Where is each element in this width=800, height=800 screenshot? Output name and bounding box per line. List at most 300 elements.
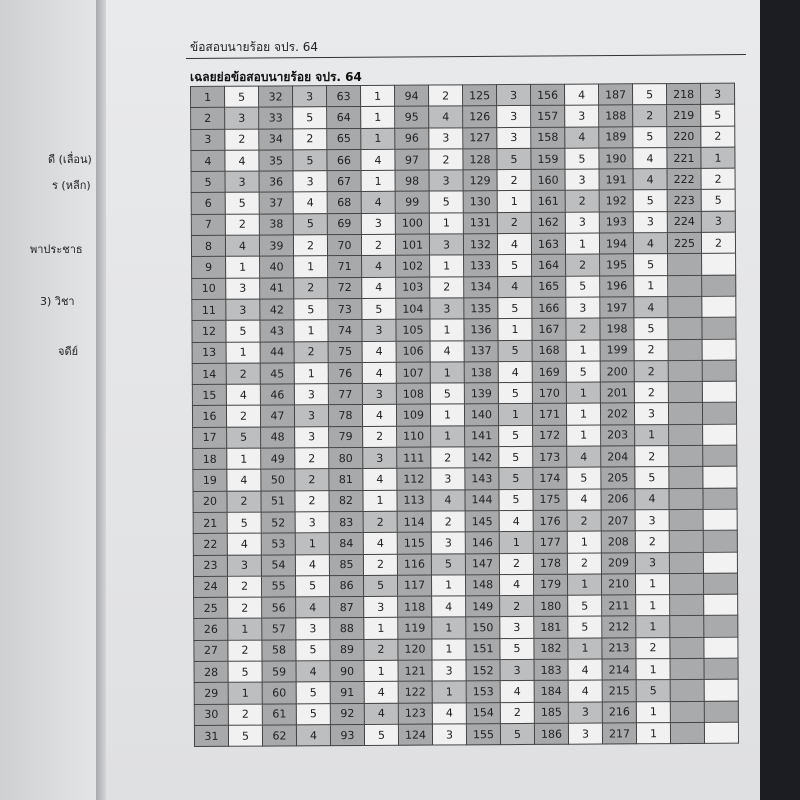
question-number: 202 xyxy=(600,403,634,425)
question-number: 156 xyxy=(530,84,564,106)
answer-choice: 1 xyxy=(294,320,328,342)
empty-cell xyxy=(669,509,703,531)
answer-choice: 1 xyxy=(636,616,670,638)
question-number: 103 xyxy=(396,277,430,299)
answer-choice: 1 xyxy=(430,404,464,426)
question-number: 210 xyxy=(601,574,635,596)
answer-choice: 5 xyxy=(296,639,330,661)
question-number: 131 xyxy=(463,212,497,234)
question-number: 117 xyxy=(397,575,431,597)
empty-cell xyxy=(704,616,738,638)
empty-cell xyxy=(670,680,704,702)
question-number: 201 xyxy=(600,382,634,404)
answer-choice: 2 xyxy=(500,702,534,724)
answer-choice: 1 xyxy=(636,701,670,723)
empty-cell xyxy=(703,530,737,552)
adjacent-page-text: ร (หลีก) xyxy=(52,179,91,192)
answer-choice: 1 xyxy=(634,275,668,297)
answer-choice: 3 xyxy=(566,297,600,319)
question-number: 153 xyxy=(466,681,500,703)
question-number: 78 xyxy=(328,405,362,427)
answer-choice: 1 xyxy=(568,638,602,660)
answer-choice: 1 xyxy=(228,618,262,640)
question-number: 49 xyxy=(261,448,295,470)
question-number: 216 xyxy=(602,701,636,723)
answer-choice: 3 xyxy=(565,212,599,234)
answer-choice: 4 xyxy=(225,150,259,172)
answer-choice: 1 xyxy=(701,147,735,169)
answer-choice: 5 xyxy=(499,489,533,511)
empty-cell xyxy=(668,360,702,382)
question-number: 26 xyxy=(194,619,228,641)
answer-choice: 3 xyxy=(635,552,669,574)
answer-choice: 5 xyxy=(701,190,735,212)
answer-choice: 2 xyxy=(295,490,329,512)
answer-choice: 1 xyxy=(361,128,395,150)
question-number: 15 xyxy=(192,384,226,406)
answer-choice: 5 xyxy=(429,191,463,213)
question-number: 164 xyxy=(532,255,566,277)
question-number: 171 xyxy=(532,404,566,426)
question-number: 151 xyxy=(466,638,500,660)
question-number: 89 xyxy=(330,639,364,661)
question-number: 170 xyxy=(532,382,566,404)
answer-choice: 5 xyxy=(701,104,735,126)
question-number: 61 xyxy=(262,703,296,725)
answer-choice: 4 xyxy=(362,362,396,384)
answer-choice: 3 xyxy=(429,170,463,192)
answer-choice: 2 xyxy=(428,85,462,107)
question-number: 185 xyxy=(534,702,568,724)
question-number: 114 xyxy=(397,511,431,533)
answer-choice: 1 xyxy=(431,575,465,597)
question-number: 173 xyxy=(533,446,567,468)
empty-cell xyxy=(670,722,704,744)
answer-choice: 5 xyxy=(498,255,532,277)
answer-choice: 3 xyxy=(361,213,395,235)
empty-cell xyxy=(669,531,703,553)
answer-choice: 3 xyxy=(294,384,328,406)
answer-choice: 5 xyxy=(633,126,667,148)
answer-choice: 4 xyxy=(429,106,463,128)
empty-cell xyxy=(703,467,737,489)
question-number: 225 xyxy=(667,232,701,254)
question-number: 37 xyxy=(259,192,293,214)
question-number: 39 xyxy=(259,235,293,257)
answer-choice: 2 xyxy=(228,597,262,619)
answer-choice: 1 xyxy=(364,660,398,682)
question-number: 59 xyxy=(262,661,296,683)
answer-choice: 3 xyxy=(700,83,734,105)
answer-choice: 1 xyxy=(566,382,600,404)
question-number: 102 xyxy=(396,255,430,277)
question-number: 162 xyxy=(531,212,565,234)
question-number: 194 xyxy=(599,233,633,255)
answer-choice: 5 xyxy=(498,340,532,362)
answer-choice: 5 xyxy=(634,318,668,340)
answer-choice: 2 xyxy=(497,212,531,234)
question-number: 53 xyxy=(261,533,295,555)
question-number: 183 xyxy=(534,659,568,681)
answer-choice: 5 xyxy=(227,427,261,449)
empty-cell xyxy=(704,594,738,616)
empty-cell xyxy=(669,445,703,467)
answer-choice: 5 xyxy=(567,467,601,489)
question-number: 52 xyxy=(261,512,295,534)
question-number: 129 xyxy=(463,170,497,192)
answer-choice: 1 xyxy=(635,424,669,446)
empty-cell xyxy=(703,488,737,510)
question-number: 79 xyxy=(329,426,363,448)
question-number: 33 xyxy=(259,107,293,129)
answer-choice: 2 xyxy=(567,510,601,532)
question-number: 2 xyxy=(191,108,225,130)
answer-choice: 5 xyxy=(296,703,330,725)
empty-cell xyxy=(703,424,737,446)
answer-choice: 2 xyxy=(431,447,465,469)
answer-choice: 1 xyxy=(295,533,329,555)
question-number: 94 xyxy=(394,85,428,107)
empty-cell xyxy=(668,318,702,340)
answer-choice: 1 xyxy=(497,191,531,213)
answer-choice: 4 xyxy=(633,147,667,169)
question-number: 65 xyxy=(327,128,361,150)
empty-cell xyxy=(704,637,738,659)
answer-choice: 4 xyxy=(363,532,397,554)
question-number: 85 xyxy=(329,554,363,576)
empty-cell xyxy=(702,296,736,318)
question-number: 57 xyxy=(262,618,296,640)
answer-choice: 1 xyxy=(430,319,464,341)
question-number: 98 xyxy=(395,170,429,192)
question-number: 41 xyxy=(260,278,294,300)
question-number: 132 xyxy=(463,234,497,256)
answer-choice: 1 xyxy=(432,639,466,661)
question-number: 29 xyxy=(194,683,228,705)
answer-choice: 1 xyxy=(431,426,465,448)
answer-choice: 5 xyxy=(633,190,667,212)
answer-choice: 3 xyxy=(496,84,530,106)
question-number: 50 xyxy=(261,469,295,491)
question-number: 51 xyxy=(261,491,295,513)
answer-choice: 5 xyxy=(497,148,531,170)
question-number: 56 xyxy=(262,597,296,619)
question-number: 213 xyxy=(602,638,636,660)
empty-cell xyxy=(669,552,703,574)
answer-choice: 5 xyxy=(568,595,602,617)
answer-choice: 2 xyxy=(566,318,600,340)
answer-choice: 3 xyxy=(701,211,735,233)
answer-choice: 2 xyxy=(293,128,327,150)
question-number: 146 xyxy=(465,532,499,554)
answer-choice: 2 xyxy=(636,637,670,659)
question-number: 209 xyxy=(601,552,635,574)
answer-choice: 2 xyxy=(497,170,531,192)
question-number: 43 xyxy=(260,320,294,342)
answer-choice: 2 xyxy=(228,640,262,662)
answer-choice: 4 xyxy=(633,169,667,191)
question-number: 24 xyxy=(193,576,227,598)
question-number: 182 xyxy=(534,638,568,660)
answer-choice: 3 xyxy=(226,299,260,321)
answer-choice: 1 xyxy=(364,618,398,640)
answer-choice: 2 xyxy=(635,446,669,468)
empty-cell xyxy=(668,382,702,404)
question-number: 45 xyxy=(260,363,294,385)
answer-choice: 4 xyxy=(497,233,531,255)
answer-choice: 1 xyxy=(567,425,601,447)
question-number: 46 xyxy=(260,384,294,406)
answer-choice: 2 xyxy=(499,553,533,575)
question-number: 133 xyxy=(464,255,498,277)
answer-choice: 4 xyxy=(500,681,534,703)
answer-choice: 1 xyxy=(635,573,669,595)
question-number: 91 xyxy=(330,682,364,704)
answer-choice: 5 xyxy=(293,213,327,235)
question-number: 203 xyxy=(601,425,635,447)
answer-choice: 5 xyxy=(636,680,670,702)
answer-choice: 3 xyxy=(432,724,466,746)
answer-choice: 4 xyxy=(432,702,466,724)
answer-choice: 2 xyxy=(634,339,668,361)
question-number: 31 xyxy=(194,725,228,747)
answer-choice: 2 xyxy=(361,234,395,256)
question-number: 126 xyxy=(463,106,497,128)
empty-cell xyxy=(704,701,738,723)
question-number: 127 xyxy=(463,127,497,149)
question-number: 145 xyxy=(465,511,499,533)
question-number: 143 xyxy=(465,468,499,490)
answer-choice: 4 xyxy=(568,659,602,681)
question-number: 165 xyxy=(532,276,566,298)
question-number: 218 xyxy=(666,83,700,105)
question-number: 4 xyxy=(191,150,225,172)
question-number: 6 xyxy=(191,193,225,215)
question-number: 23 xyxy=(193,555,227,577)
answer-choice: 4 xyxy=(431,489,465,511)
question-number: 208 xyxy=(601,531,635,553)
question-number: 106 xyxy=(396,341,430,363)
question-number: 75 xyxy=(328,341,362,363)
answer-choice: 4 xyxy=(363,469,397,491)
answer-choice: 2 xyxy=(633,105,667,127)
question-number: 13 xyxy=(192,342,226,364)
answer-choice: 1 xyxy=(636,595,670,617)
answer-choice: 5 xyxy=(294,299,328,321)
answer-choice: 3 xyxy=(565,169,599,191)
answer-choice: 3 xyxy=(364,596,398,618)
question-number: 92 xyxy=(330,703,364,725)
answer-choice: 5 xyxy=(225,193,259,215)
question-number: 163 xyxy=(531,233,565,255)
question-number: 199 xyxy=(600,339,634,361)
answer-key-table xyxy=(190,83,739,748)
answer-choice: 5 xyxy=(498,297,532,319)
answer-choice: 5 xyxy=(431,553,465,575)
question-number: 70 xyxy=(327,235,361,257)
answer-choice: 2 xyxy=(295,448,329,470)
answer-choice: 1 xyxy=(567,531,601,553)
question-number: 149 xyxy=(466,596,500,618)
answer-choice: 5 xyxy=(227,512,261,534)
empty-cell xyxy=(704,679,738,701)
document-page xyxy=(106,0,760,800)
answer-choice: 3 xyxy=(568,723,602,745)
answer-choice: 2 xyxy=(227,491,261,513)
answer-choice: 2 xyxy=(430,277,464,299)
question-number: 155 xyxy=(466,724,500,746)
answer-choice: 5 xyxy=(566,361,600,383)
answer-choice: 2 xyxy=(226,406,260,428)
question-number: 140 xyxy=(464,404,498,426)
adjacent-page-text: ดี (เลื่อน) xyxy=(48,153,92,166)
answer-choice: 4 xyxy=(362,341,396,363)
question-number: 77 xyxy=(328,384,362,406)
question-number: 206 xyxy=(601,488,635,510)
question-number: 73 xyxy=(328,298,362,320)
question-number: 223 xyxy=(667,190,701,212)
answer-choice: 1 xyxy=(432,681,466,703)
answer-choice: 5 xyxy=(228,661,262,683)
answer-choice: 1 xyxy=(226,342,260,364)
answer-choice: 5 xyxy=(362,298,396,320)
empty-cell xyxy=(702,381,736,403)
answer-choice: 2 xyxy=(228,704,262,726)
question-number: 138 xyxy=(464,361,498,383)
question-number: 124 xyxy=(398,724,432,746)
answer-choice: 2 xyxy=(701,232,735,254)
question-number: 187 xyxy=(598,84,632,106)
question-number: 19 xyxy=(193,470,227,492)
answer-choice: 2 xyxy=(701,168,735,190)
answer-choice: 4 xyxy=(362,277,396,299)
answer-choice: 1 xyxy=(498,319,532,341)
question-number: 40 xyxy=(260,256,294,278)
question-number: 189 xyxy=(599,126,633,148)
answer-choice: 1 xyxy=(361,170,395,192)
question-number: 12 xyxy=(192,321,226,343)
question-number: 67 xyxy=(327,171,361,193)
empty-cell xyxy=(669,424,703,446)
adjacent-page-text: จดีย์ xyxy=(58,345,79,358)
answer-choice: 1 xyxy=(498,404,532,426)
question-number: 150 xyxy=(466,617,500,639)
question-number: 123 xyxy=(398,703,432,725)
question-number: 177 xyxy=(533,531,567,553)
answer-choice: 1 xyxy=(429,213,463,235)
answer-choice: 3 xyxy=(431,532,465,554)
question-number: 139 xyxy=(464,383,498,405)
question-number: 5 xyxy=(191,171,225,193)
answer-choice: 5 xyxy=(225,86,259,108)
question-number: 54 xyxy=(261,554,295,576)
answer-choice: 4 xyxy=(635,488,669,510)
answer-choice: 4 xyxy=(567,489,601,511)
question-number: 88 xyxy=(330,618,364,640)
answer-choice: 5 xyxy=(566,276,600,298)
question-number: 18 xyxy=(193,448,227,470)
question-number: 86 xyxy=(329,575,363,597)
answer-choice: 1 xyxy=(226,256,260,278)
question-number: 195 xyxy=(600,254,634,276)
answer-choice: 4 xyxy=(432,596,466,618)
answer-choice: 3 xyxy=(226,278,260,300)
question-number: 222 xyxy=(667,169,701,191)
answer-choice: 4 xyxy=(226,384,260,406)
question-number: 204 xyxy=(601,446,635,468)
adjacent-page-text: 3) วิชา xyxy=(40,295,75,308)
empty-cell xyxy=(668,296,702,318)
answer-choice: 4 xyxy=(227,533,261,555)
question-number: 134 xyxy=(464,276,498,298)
question-number: 27 xyxy=(194,640,228,662)
question-number: 21 xyxy=(193,512,227,534)
answer-choice: 5 xyxy=(226,320,260,342)
question-number: 66 xyxy=(327,149,361,171)
question-number: 80 xyxy=(329,447,363,469)
empty-cell xyxy=(703,509,737,531)
question-number: 22 xyxy=(193,534,227,556)
question-number: 154 xyxy=(466,702,500,724)
question-number: 200 xyxy=(600,361,634,383)
answer-choice: 4 xyxy=(567,446,601,468)
answer-choice: 3 xyxy=(225,107,259,129)
answer-choice: 1 xyxy=(227,448,261,470)
question-number: 83 xyxy=(329,511,363,533)
answer-choice: 5 xyxy=(634,254,668,276)
answer-choice: 3 xyxy=(497,106,531,128)
question-number: 101 xyxy=(395,234,429,256)
question-number: 69 xyxy=(327,213,361,235)
empty-cell xyxy=(703,445,737,467)
answer-choice: 5 xyxy=(500,723,534,745)
question-number: 100 xyxy=(395,213,429,235)
answer-choice: 3 xyxy=(500,659,534,681)
question-number: 42 xyxy=(260,299,294,321)
question-number: 95 xyxy=(395,106,429,128)
question-number: 152 xyxy=(466,660,500,682)
question-number: 104 xyxy=(396,298,430,320)
answer-choice: 2 xyxy=(635,531,669,553)
question-number: 11 xyxy=(192,299,226,321)
answer-choice: 5 xyxy=(363,575,397,597)
question-number: 205 xyxy=(601,467,635,489)
answer-choice: 2 xyxy=(225,214,259,236)
answer-choice: 5 xyxy=(632,84,666,106)
question-number: 7 xyxy=(191,214,225,236)
empty-cell xyxy=(702,317,736,339)
question-number: 186 xyxy=(534,723,568,745)
question-number: 142 xyxy=(465,447,499,469)
question-number: 64 xyxy=(327,107,361,129)
answer-choice: 1 xyxy=(430,362,464,384)
answer-choice: 3 xyxy=(362,320,396,342)
question-number: 109 xyxy=(396,404,430,426)
empty-cell xyxy=(670,637,704,659)
answer-choice: 2 xyxy=(226,363,260,385)
answer-choice: 4 xyxy=(565,127,599,149)
question-number: 175 xyxy=(533,489,567,511)
answer-choice: 3 xyxy=(635,510,669,532)
question-number: 55 xyxy=(261,576,295,598)
question-number: 184 xyxy=(534,681,568,703)
answer-choice: 4 xyxy=(296,725,330,747)
empty-cell xyxy=(670,701,704,723)
answer-choice: 5 xyxy=(364,724,398,746)
question-number: 17 xyxy=(193,427,227,449)
answer-choice: 4 xyxy=(364,682,398,704)
empty-cell xyxy=(670,594,704,616)
